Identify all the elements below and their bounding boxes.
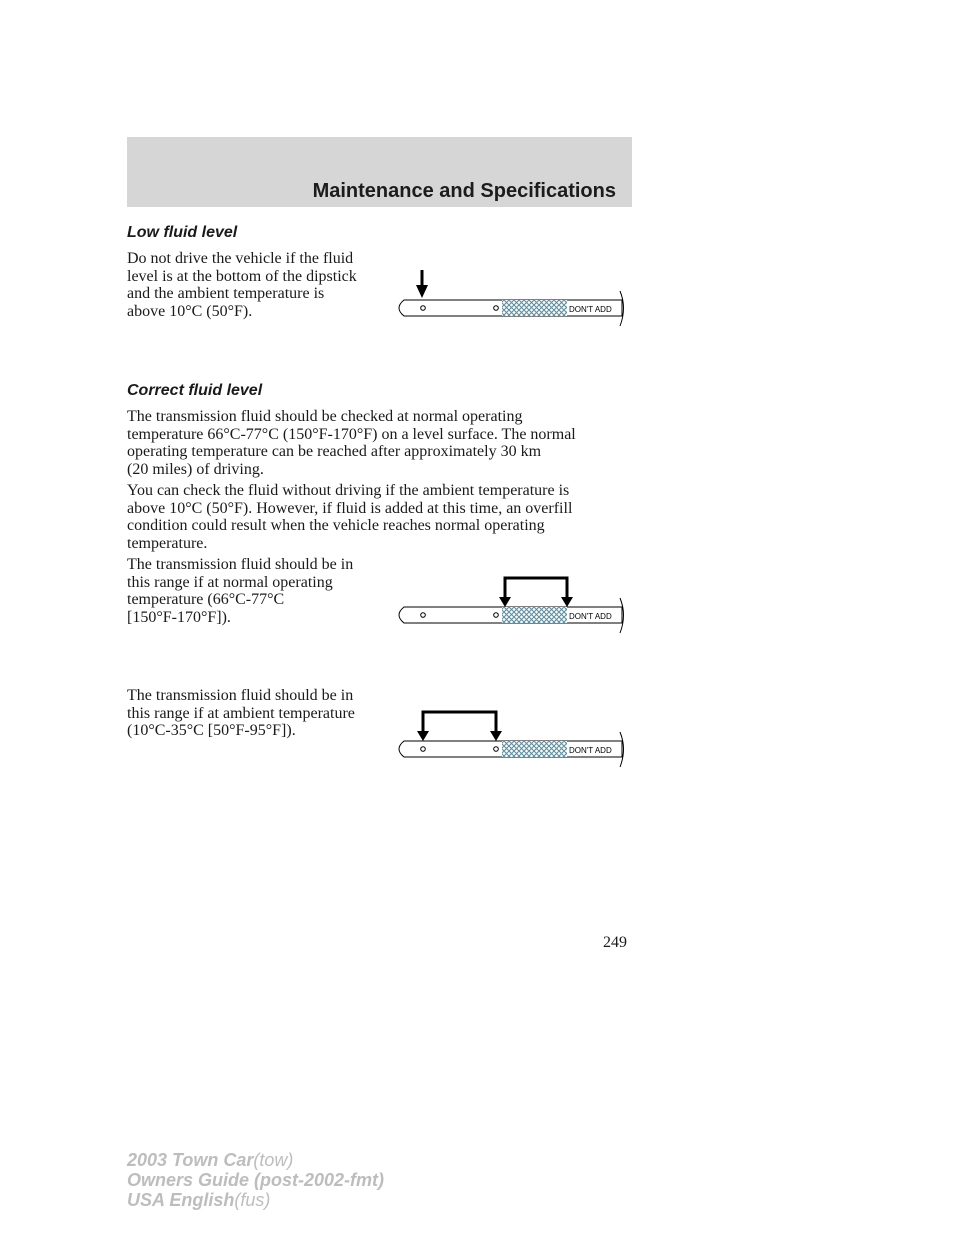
low-fluid-paragraph [127, 250, 382, 320]
text-line: The transmission fluid should be checked at normal operating [127, 408, 523, 425]
text-line: this range if at ambient temperature [127, 704, 355, 722]
text-line: You can check the fluid without driving if the ambient temperature is [127, 482, 570, 499]
text-line: (20 miles) of driving. [127, 460, 264, 478]
range-bracket-icon [499, 578, 573, 607]
text-line: condition could result when the vehicle reaches normal operating [127, 517, 545, 534]
footer-model: 2003 Town Car [127, 1150, 254, 1170]
range-bracket-icon [417, 712, 502, 741]
text-line: temperature 66°C-77°C (150°F-170°F) on a level surface. The normal [127, 425, 576, 443]
text-line: [150°F-170°F]). [127, 608, 231, 626]
text-line: this range if at normal operating [127, 573, 333, 591]
text-line: The transmission fluid should be in [127, 556, 354, 573]
dipstick-low-level-figure [384, 265, 634, 345]
text-line: The transmission fluid should be in [127, 687, 354, 704]
text-line: level is at the bottom of the dipstick [127, 267, 357, 285]
footer-guide-name: Owners Guide (post-2002-fmt) [127, 1170, 385, 1190]
footer-line-1 [127, 1150, 384, 1170]
text-line: above 10°C (50°F). [127, 302, 253, 320]
text-line: temperature (66°C-77°C [127, 591, 285, 608]
page-number: 249 [603, 934, 627, 951]
dont-add-label: DON'T ADD [569, 746, 612, 755]
section-header-band [127, 137, 632, 207]
correct-fluid-paragraph-2 [127, 482, 632, 552]
text-line: and the ambient temperature is [127, 285, 325, 302]
footer-model-code: (tow) [253, 1150, 294, 1170]
document-footer [127, 1150, 384, 1210]
correct-fluid-paragraph-3 [127, 556, 382, 626]
low-fluid-heading: Low fluid level [127, 224, 238, 241]
correct-fluid-paragraph-1 [127, 408, 632, 478]
dipstick-ambient-range-figure [384, 706, 634, 786]
text-line: above 10°C (50°F). However, if fluid is added at this time, an overfill [127, 499, 573, 517]
footer-line-3 [127, 1190, 384, 1210]
section-title: Maintenance and Specifications [312, 180, 616, 202]
arrow-down-icon [416, 270, 428, 298]
text-line: Do not drive the vehicle if the fluid [127, 250, 354, 267]
text-line: operating temperature can be reached after approximately 30 km [127, 443, 542, 460]
text-line: temperature. [127, 534, 208, 552]
correct-fluid-paragraph-4 [127, 687, 382, 740]
dont-add-label: DON'T ADD [569, 305, 612, 314]
footer-language: USA English [127, 1190, 235, 1210]
dont-add-hatched-zone [502, 300, 567, 316]
dont-add-hatched-zone [502, 607, 567, 623]
dont-add-hatched-zone [502, 741, 567, 757]
footer-language-code: (fus) [234, 1190, 271, 1210]
text-line: (10°C-35°C [50°F-95°F]). [127, 722, 296, 739]
dipstick-operating-range-figure [384, 572, 634, 652]
correct-fluid-heading: Correct fluid level [127, 382, 263, 399]
dont-add-label: DON'T ADD [569, 612, 612, 621]
